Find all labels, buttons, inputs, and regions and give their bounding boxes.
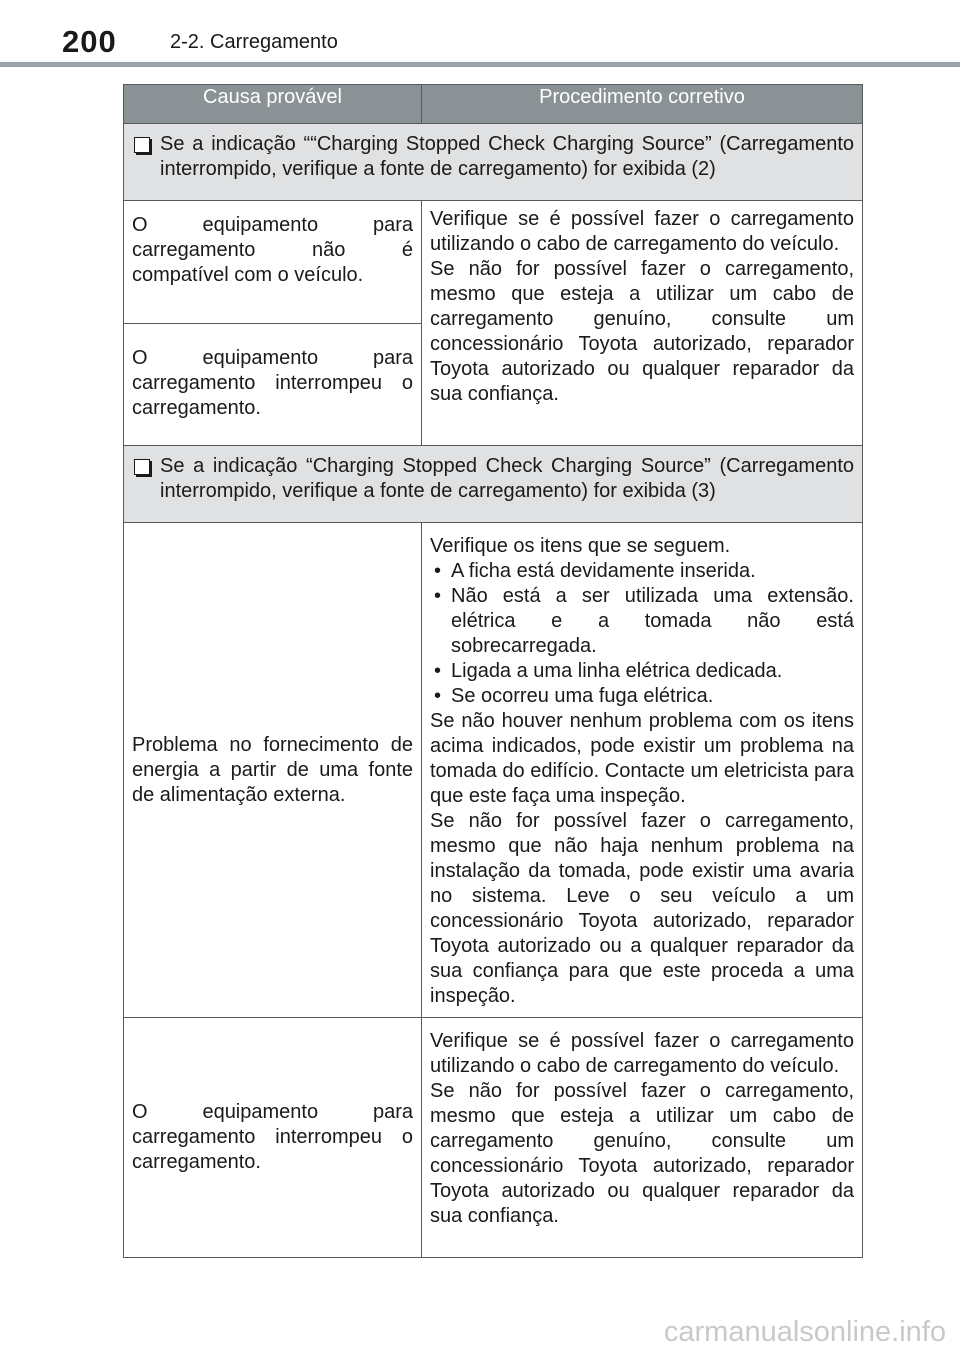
list-item: • Se ocorreu uma fuga elétrica.	[430, 684, 854, 709]
table-row	[124, 201, 863, 324]
site-watermark: carmanualsonline.info	[663, 1316, 946, 1348]
list-item: • Ligada a uma linha elétrica dedicada.	[430, 659, 854, 684]
section-heading	[124, 124, 863, 201]
cause-cell	[124, 324, 422, 446]
procedure-cell	[422, 523, 863, 1018]
procedure-paragraph: Verifique se é possível fazer o carregamento utilizando o cabo de carregamento do veículo.	[430, 1030, 854, 1077]
list-item: • Não está a ser utilizada uma extensão. elétrica e a tomada não está sobrecarregada.	[430, 584, 854, 659]
section-heading-text: Se a indicação ““Charging Stopped Check Charging Source” (Carregamento interrompido, verifique a fonte de carregamento) for exibida (2)	[160, 133, 854, 180]
procedure-paragraph: Verifique se é possível fazer o carregamento utilizando o cabo de carregamento do veículo.	[430, 208, 854, 255]
list-item: • A ficha está devidamente inserida.	[430, 559, 854, 584]
procedure-cell	[422, 1018, 863, 1258]
section-title: 2-2. Carregamento	[170, 31, 338, 53]
checkbox-icon	[134, 459, 150, 475]
cause-cell	[124, 201, 422, 324]
section-heading-row	[124, 446, 863, 523]
cause-cell	[124, 1018, 422, 1258]
procedure-intro: Verifique os itens que se seguem.	[430, 535, 731, 557]
cause-text: O equipamento para carregamento não é compatível com o veículo.	[132, 214, 413, 286]
column-header-cause: Causa provável	[124, 85, 422, 124]
section-heading-text: Se a indicação “Charging Stopped Check Charging Source” (Carregamento interrompido, verifique a fonte de carregamento) for exibida (3)	[160, 455, 854, 502]
procedure-paragraph: Se não for possível fazer o carregamento, mesmo que esteja a utilizar um cabo de carregamento genuíno, consulte um concessionário Toyota autorizado, reparador Toyota autorizado ou qualquer reparador da sua confiança.	[430, 258, 854, 405]
procedure-paragraph: Se não for possível fazer o carregamento, mesmo que esteja a utilizar um cabo de carregamento genuíno, consulte um concessionário Toyota autorizado, reparador Toyota autorizado ou qualquer reparador da sua confiança.	[430, 1080, 854, 1227]
page-number: 200	[62, 24, 117, 59]
header-rule	[0, 62, 960, 67]
procedure-paragraph: Se não for possível fazer o carregamento, mesmo que não haja nenhum problema na instalação da tomada, pode existir uma avaria no sistema. Leve o seu veículo a um concessionário Toyota autorizado, reparador Toyota autorizado ou a qualquer reparador da sua confiança para que este proceda a uma inspeção.	[430, 810, 854, 1007]
table-row	[124, 523, 863, 1018]
troubleshooting-table	[123, 84, 863, 1258]
procedure-cell	[422, 201, 863, 446]
column-header-procedure: Procedimento corretivo	[422, 85, 863, 124]
cause-cell	[124, 523, 422, 1018]
section-heading-row	[124, 124, 863, 201]
page-header	[0, 0, 960, 70]
table-header-row	[124, 85, 863, 124]
cause-text: O equipamento para carregamento interrompeu o carregamento.	[132, 347, 413, 419]
check-list	[430, 559, 854, 709]
table-row	[124, 1018, 863, 1258]
cause-text: Problema no fornecimento de energia a partir de uma fonte de alimentação externa.	[132, 733, 413, 806]
cause-text: O equipamento para carregamento interrompeu o carregamento.	[132, 1101, 413, 1173]
procedure-paragraph: Se não houver nenhum problema com os itens acima indicados, pode existir um problema na tomada do edifício. Contacte um eletricista para que este faça uma inspeção.	[430, 710, 854, 807]
section-heading	[124, 446, 863, 523]
checkbox-icon	[134, 137, 150, 153]
